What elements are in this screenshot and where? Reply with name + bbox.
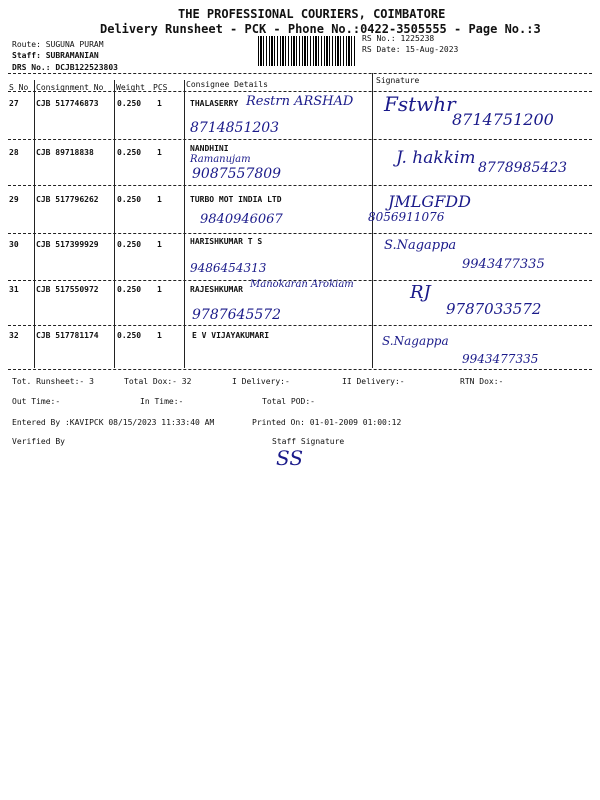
rs-date: RS Date: 15-Aug-2023 [362, 45, 459, 54]
row-28-sno: 28 [9, 148, 19, 157]
row-32-signature: S.Nagappa [382, 334, 449, 348]
row-divider [8, 139, 592, 140]
row-31-weight: 0.250 [117, 285, 142, 294]
row-27-pcs: 1 [157, 99, 162, 108]
runsheet-subtitle: Delivery Runsheet - PCK - Phone No.:0422-3505555 - Page No.:3 [100, 22, 541, 36]
row-divider [8, 233, 592, 234]
row-32-pcs: 1 [157, 331, 162, 340]
rtn-dox: RTN Dox:- [460, 377, 504, 386]
row-32-signature-phone: 9943477335 [462, 352, 539, 366]
row-29-cno: CJB 517796262 [36, 195, 99, 204]
i-delivery: I Delivery:- [232, 377, 290, 386]
row-27-weight: 0.250 [117, 99, 142, 108]
row-29-handwritten-phone: 9840946067 [200, 212, 283, 227]
col-sno: S No [9, 83, 29, 92]
col-consignment-no: Consignment No [36, 83, 104, 92]
row-27-signature-phone: 8714751200 [452, 110, 554, 129]
row-27-handwritten-name: Restrn ARSHAD [246, 94, 354, 109]
row-30-pcs: 1 [157, 240, 162, 249]
row-30-handwritten-phone: 9486454313 [190, 261, 267, 275]
verified-by: Verified By [12, 437, 65, 446]
row-31-consignee: RAJESHKUMAR [190, 285, 243, 294]
row-29-signature-phone: 8056911076 [368, 210, 445, 224]
row-32-sno: 32 [9, 331, 19, 340]
total-pod: Total POD:- [262, 397, 315, 406]
row-divider [8, 325, 592, 326]
row-31-cno: CJB 517550972 [36, 285, 99, 294]
row-31-signature: RJ [410, 282, 431, 303]
staff-label: Staff: SUBRAMANIAN [12, 51, 99, 60]
row-28-weight: 0.250 [117, 148, 142, 157]
row-31-handwritten-phone: 9787645572 [192, 307, 282, 323]
printed-on: Printed On: 01-01-2009 01:00:12 [252, 418, 402, 427]
row-27-signature: Fstwhr [384, 92, 456, 116]
row-31-handwritten-name: Manokaran Arokiam [250, 279, 354, 290]
total-runsheet: Tot. Runsheet:- 3 [12, 377, 94, 386]
staff-signature-label: Staff Signature [272, 437, 345, 446]
row-28-cno: CJB 89718838 [36, 148, 94, 157]
company-title: THE PROFESSIONAL COURIERS, COIMBATORE [178, 7, 446, 21]
row-30-sno: 30 [9, 240, 19, 249]
row-28-signature: J. hakkim [396, 148, 476, 168]
row-30-signature: S.Nagappa [384, 238, 457, 253]
route-label: Route: SUGUNA PURAM [12, 40, 104, 49]
row-28-pcs: 1 [157, 148, 162, 157]
out-time: Out Time:- [12, 397, 61, 406]
in-time: In Time:- [140, 397, 184, 406]
entered-by: Entered By :KAVIPCK 08/15/2023 11:33:40 AM [12, 418, 215, 427]
row-27-handwritten-phone: 8714851203 [190, 120, 280, 136]
row-28-signature-phone: 8778985423 [478, 160, 568, 176]
col-pcs: PCS [153, 83, 168, 92]
col-weight: Weight [116, 83, 145, 92]
rs-number: RS No.: 1225238 [362, 34, 435, 43]
row-31-pcs: 1 [157, 285, 162, 294]
row-29-weight: 0.250 [117, 195, 142, 204]
row-27-sno: 27 [9, 99, 19, 108]
row-29-sno: 29 [9, 195, 19, 204]
row-27-consignee: THALASERRY [190, 99, 239, 108]
row-30-consignee: HARISHKUMAR T S [190, 237, 263, 246]
row-31-signature-phone: 9787033572 [446, 300, 542, 318]
row-27-cno: CJB 517746873 [36, 99, 99, 108]
row-30-weight: 0.250 [117, 240, 142, 249]
row-32-cno: CJB 517781174 [36, 331, 99, 340]
staff-signature-mark: SS [276, 446, 304, 470]
row-28-consignee: NANDHINI [190, 144, 229, 153]
row-divider [8, 185, 592, 186]
row-28-handwritten-name: Ramanujam [190, 154, 251, 165]
col-consignee-details: Consignee Details [186, 80, 268, 89]
row-32-weight: 0.250 [117, 331, 142, 340]
row-29-signature: JMLGFDD [388, 192, 471, 211]
col-signature: Signature [376, 76, 420, 85]
row-29-consignee: TURBO MOT INDIA LTD [190, 195, 282, 204]
row-30-cno: CJB 517399929 [36, 240, 99, 249]
ii-delivery: II Delivery:- [342, 377, 405, 386]
row-30-signature-phone: 9943477335 [462, 257, 545, 272]
drs-number: DRS No.: DCJB122523803 [12, 63, 118, 72]
row-29-pcs: 1 [157, 195, 162, 204]
row-28-handwritten-phone: 9087557809 [192, 166, 282, 182]
row-31-sno: 31 [9, 285, 19, 294]
row-32-consignee: E V VIJAYAKUMARI [192, 331, 270, 340]
table-bottom-divider [8, 369, 592, 370]
barcode [258, 36, 356, 66]
total-dox: Total Dox:- 32 [124, 377, 192, 386]
header-divider-top [8, 73, 592, 74]
